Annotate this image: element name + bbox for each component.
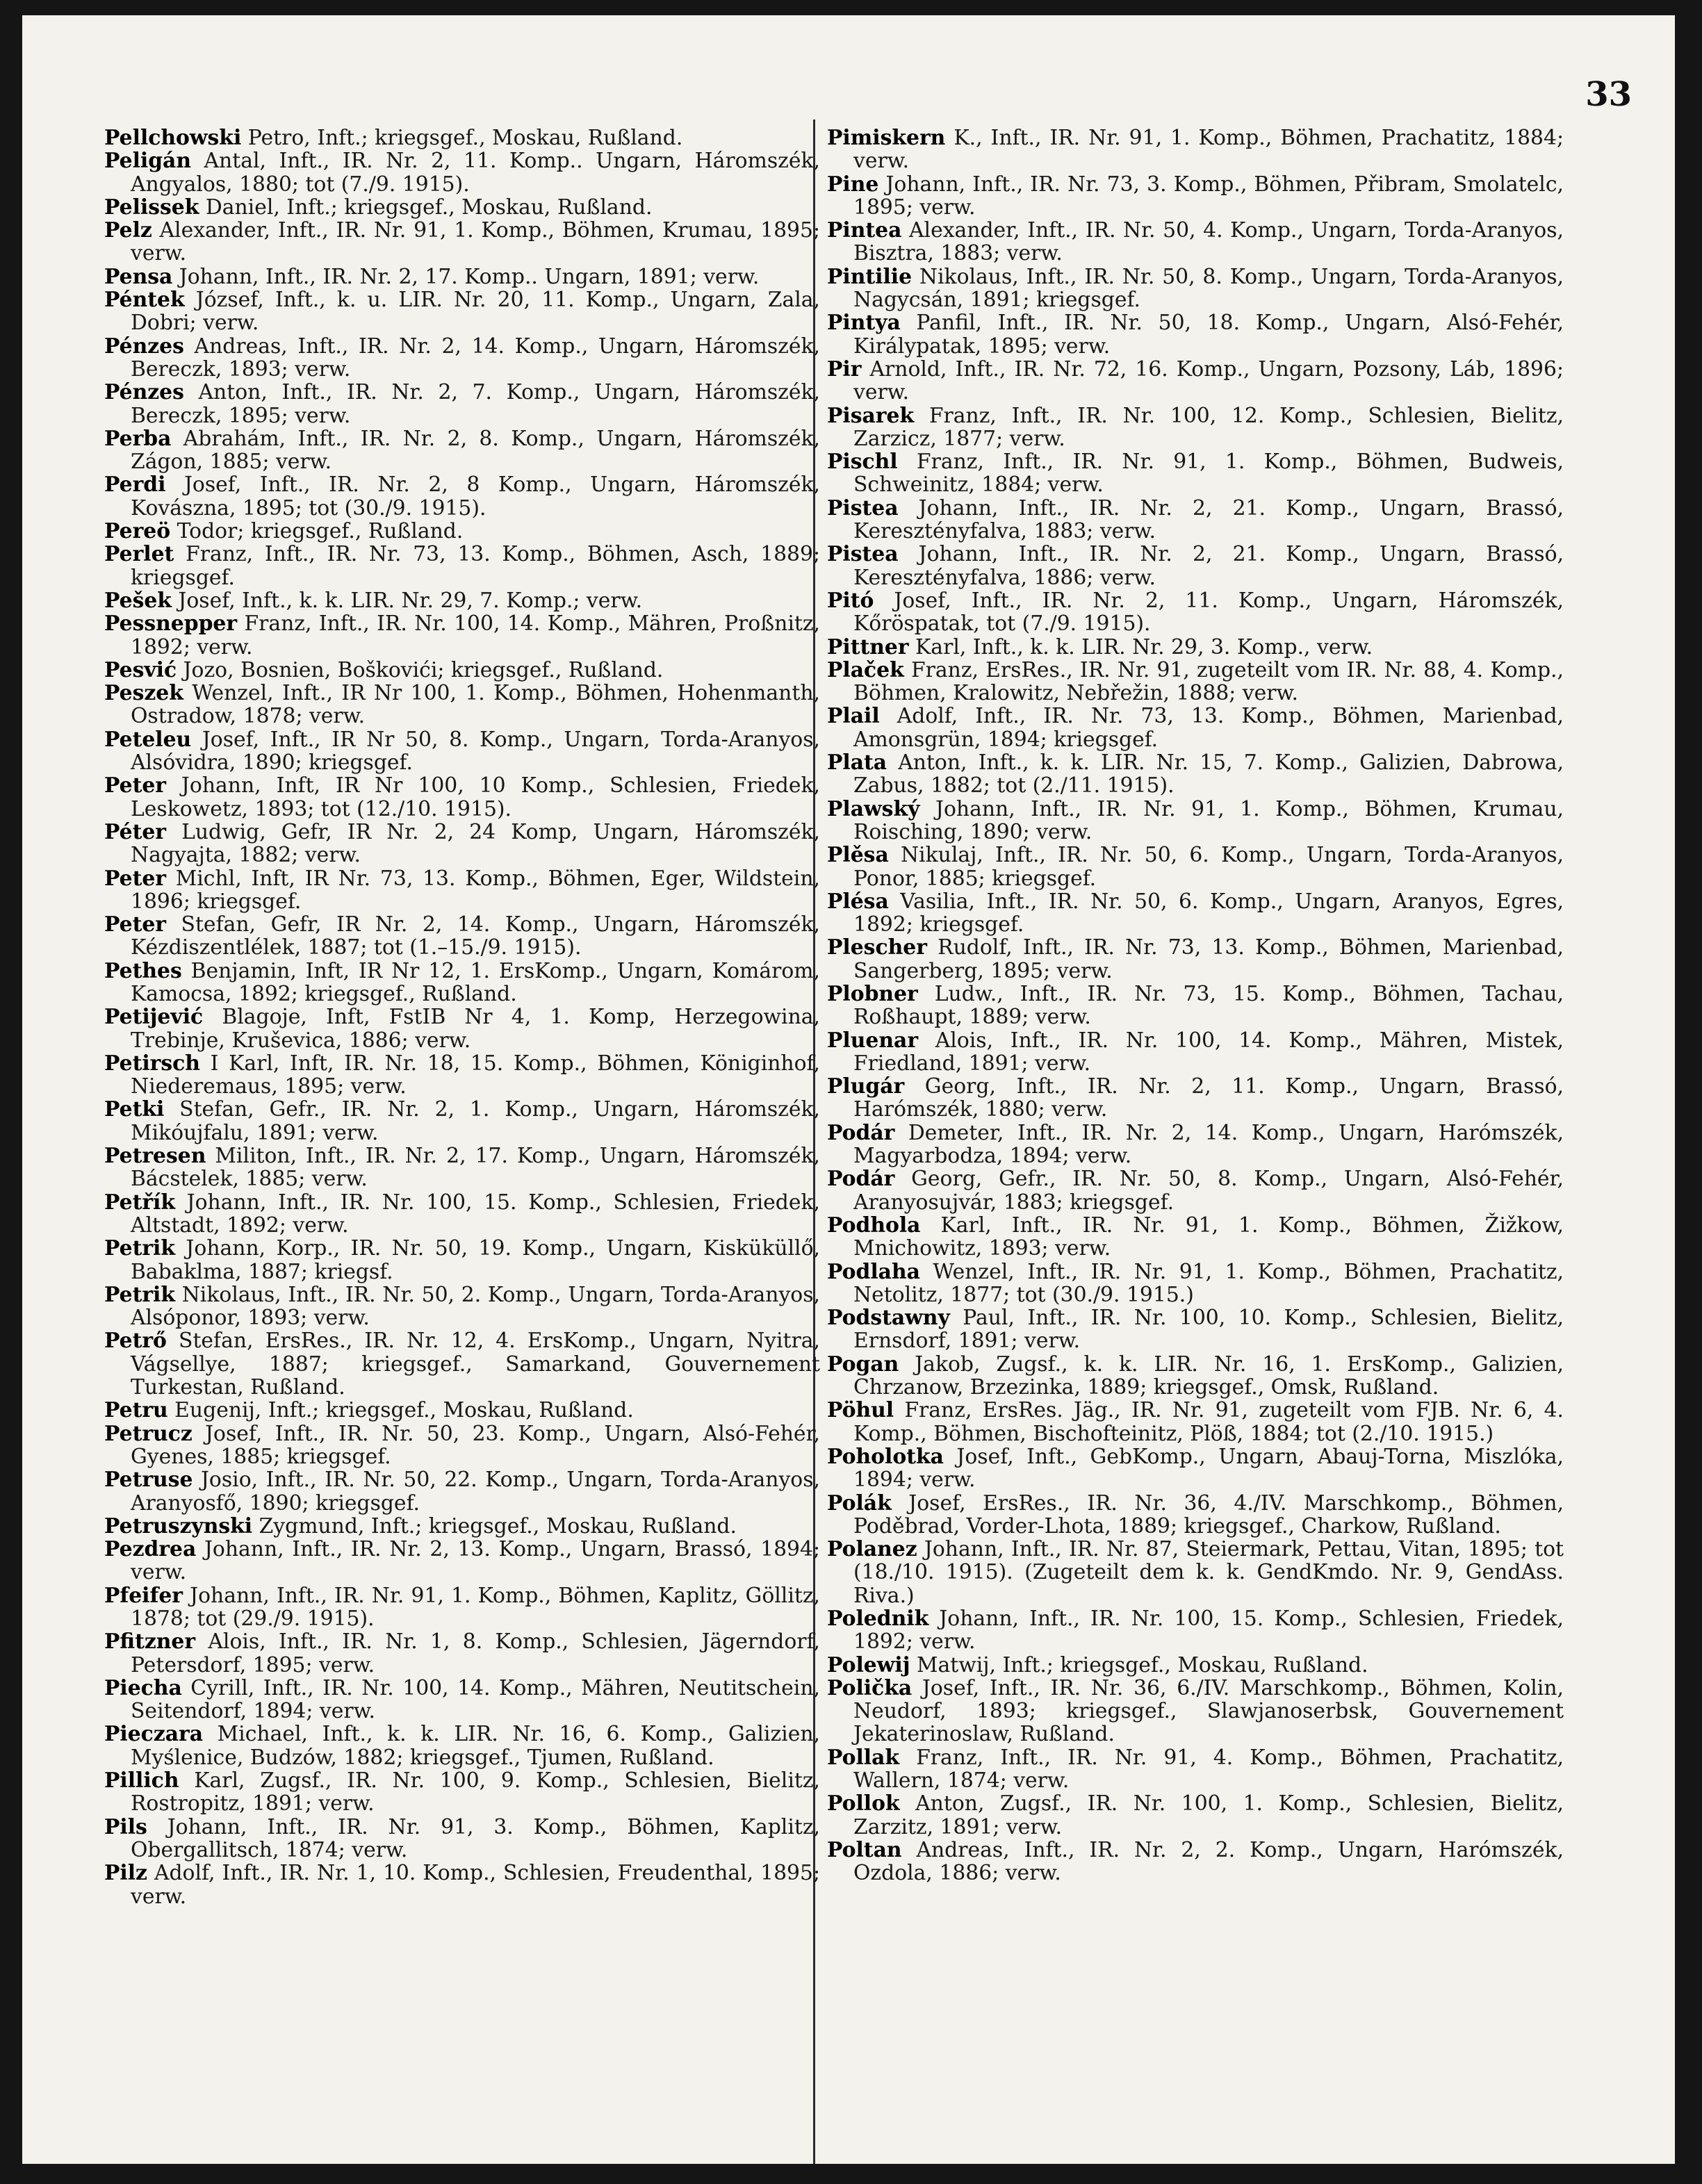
- register-entry: [104, 219, 820, 265]
- entry-details: Karl, Zugsf., IR. Nr. 100, 9. Komp., Schlesien, Bielitz, Rostropitz, 1891; verw.: [131, 1768, 820, 1816]
- entry-surname: Pollak: [827, 1745, 900, 1770]
- register-entry: [104, 659, 820, 682]
- entry-surname: Pešek: [104, 588, 172, 613]
- entry-surname: Peteleu: [104, 727, 192, 752]
- register-entry: [827, 589, 1564, 636]
- register-entry: [104, 473, 820, 520]
- entry-surname: Perba: [104, 426, 172, 451]
- entry-surname: Plěsa: [827, 843, 889, 868]
- register-entry: [104, 1005, 820, 1052]
- entry-details: Vasilia, Inft., IR. Nr. 50, 6. Komp., Ungarn, Aranyos, Egres, 1892; kriegsgef.: [853, 889, 1564, 937]
- register-entry: [827, 1029, 1564, 1076]
- entry-details: Johann, Inft., IR. Nr. 87, Steiermark, Pettau, Vitan, 1895; tot (18./10. 1915). (Zugeteilt dem k. k. GendKmdo. Nr. 9, GendAss. Riva.): [853, 1537, 1564, 1608]
- entry-details: Johann, Inft., IR. Nr. 2, 17. Komp.. Ungarn, 1891; verw.: [172, 264, 760, 289]
- entry-surname: Pezdrea: [104, 1537, 197, 1562]
- register-entry: [104, 589, 820, 612]
- entry-details: Johann, Inft., IR. Nr. 2, 13. Komp., Ungarn, Brassó, 1894; verw.: [131, 1537, 820, 1585]
- entry-surname: Pethes: [104, 958, 182, 983]
- register-entry: [827, 1075, 1564, 1122]
- register-entry: [827, 636, 1564, 659]
- register-entry: [104, 265, 820, 288]
- entry-details: Blagoje, Inft, FstIB Nr 4, 1. Komp, Herzegowina, Trebinje, Kruševica, 1886; verw.: [131, 1005, 820, 1053]
- entry-surname: Pluenar: [827, 1028, 919, 1053]
- entry-details: Wenzel, Inft., IR Nr 100, 1. Komp., Böhmen, Hohenmanth, Ostradow, 1878; verw.: [131, 681, 820, 729]
- entry-details: Josef, Inft., IR. Nr. 2, 8 Komp., Ungarn, Háromszék, Kovászna, 1895; tot (30./9. 1915).: [131, 473, 820, 520]
- entry-surname: Petruszynski: [104, 1513, 253, 1538]
- entry-surname: Peter: [104, 866, 166, 891]
- entry-details: Stefan, Gefr., IR. Nr. 2, 1. Komp., Ungarn, Háromszék, Mikóujfalu, 1891; verw.: [131, 1097, 820, 1145]
- entry-details: Franz, Inft., IR. Nr. 91, 4. Komp., Böhmen, Prachatitz, Wallern, 1874; verw.: [853, 1745, 1564, 1793]
- register-entry: [827, 173, 1564, 220]
- entry-details: Andreas, Inft., IR. Nr. 2, 2. Komp., Ungarn, Harómszék, Ozdola, 1886; verw.: [853, 1837, 1564, 1886]
- register-entry: [104, 1399, 820, 1422]
- entry-details: Paul, Inft., IR. Nr. 100, 10. Komp., Schlesien, Bielitz, Ernsdorf, 1891; verw.: [853, 1306, 1564, 1354]
- register-entry: [104, 126, 820, 149]
- register-entry: [104, 1515, 820, 1538]
- entry-surname: Petruse: [104, 1468, 193, 1493]
- right-column: [827, 126, 1564, 1885]
- entry-details: Jakob, Zugsf., k. k. LIR. Nr. 16, 1. ErsKomp., Galizien, Chrzanow, Brzezinka, 1889; kriegsgef., Omsk, Rußland.: [853, 1352, 1564, 1400]
- entry-surname: Plata: [827, 750, 887, 775]
- register-entry: [104, 960, 820, 1006]
- register-entry: [827, 1839, 1564, 1885]
- entry-surname: Polednik: [827, 1607, 929, 1631]
- register-entry: [104, 867, 820, 914]
- register-entry: [827, 1353, 1564, 1399]
- register-entry: [104, 1816, 820, 1862]
- register-entry: [827, 1445, 1564, 1492]
- entry-details: Alexander, Inft., IR. Nr. 50, 4. Komp., Ungarn, Torda-Aranyos, Bisztra, 1883; verw.: [853, 218, 1564, 266]
- entry-surname: Plaček: [827, 657, 904, 682]
- entry-details: Nikolaus, Inft., IR. Nr. 50, 2. Komp., Ungarn, Torda-Aranyos, Alsóponor, 1893; verw.: [131, 1282, 820, 1331]
- entry-details: Zygmund, Inft.; kriegsgef., Moskau, Rußland.: [252, 1513, 737, 1538]
- entry-surname: Pistea: [827, 495, 899, 520]
- entry-details: Karl, Inft., IR. Nr. 91, 1. Komp., Böhmen, Žižkow, Mnichowitz, 1893; verw.: [853, 1213, 1564, 1261]
- entry-details: Militon, Inft., IR. Nr. 2, 17. Komp., Ungarn, Háromszék, Bácstelek, 1885; verw.: [131, 1144, 820, 1192]
- entry-surname: Podlaha: [827, 1259, 920, 1284]
- entry-surname: Petrik: [104, 1236, 175, 1261]
- register-entry: [827, 751, 1564, 798]
- register-entry: [104, 381, 820, 427]
- register-entry: [827, 1399, 1564, 1445]
- entry-details: Matwij, Inft.; kriegsgef., Moskau, Rußland.: [910, 1652, 1368, 1677]
- register-entry: [104, 1584, 820, 1631]
- entry-details: Josef, Inft., IR Nr 50, 8. Komp., Ungarn, Torda-Aranyos, Alsóvidra, 1890; kriegsgef.: [131, 727, 820, 775]
- register-entry: [827, 497, 1564, 543]
- entry-surname: Perdi: [104, 473, 166, 498]
- entry-details: Franz, Inft., IR. Nr. 91, 1. Komp., Böhmen, Budweis, Schweinitz, 1884; verw.: [853, 450, 1564, 498]
- entry-surname: Petřík: [104, 1190, 175, 1215]
- entry-surname: Petijević: [104, 1005, 204, 1030]
- register-entry: [104, 1283, 820, 1330]
- register-entry: [827, 358, 1564, 404]
- entry-surname: Pöhul: [827, 1398, 894, 1423]
- entry-details: Adolf, Inft., IR. Nr. 73, 13. Komp., Böhmen, Marienbad, Amonsgrün, 1894; kriegsgef.: [853, 704, 1564, 752]
- entry-details: Georg, Gefr., IR. Nr. 50, 8. Komp., Ungarn, Alsó-Fehér, Aranyosujvár, 1883; kriegsgef.: [853, 1167, 1564, 1215]
- entry-details: Anton, Inft., IR. Nr. 2, 7. Komp., Ungarn, Háromszék, Bereczk, 1895; verw.: [131, 380, 820, 428]
- entry-details: Josef, Inft., k. k. LIR. Nr. 29, 7. Komp.; verw.: [171, 588, 643, 613]
- register-entry: [104, 543, 820, 589]
- entry-details: Johann, Inft., IR. Nr. 73, 3. Komp., Böhmen, Přibram, Smolatelc, 1895; verw.: [853, 172, 1564, 220]
- entry-details: Georg, Inft., IR. Nr. 2, 11. Komp., Ungarn, Brassó, Harómszék, 1880; verw.: [853, 1074, 1564, 1122]
- entry-surname: Peter: [104, 773, 166, 798]
- entry-surname: Plescher: [827, 935, 927, 960]
- entry-details: Josef, Inft., IR. Nr. 2, 11. Komp., Ungarn, Háromszék, Kőröspatak, tot (7./9. 1915).: [853, 588, 1564, 637]
- entry-details: Franz, ErsRes. Jäg., IR. Nr. 91, zugeteilt vom FJB. Nr. 6, 4. Komp., Böhmen, Bischofteinitz, Plöß, 1884; tot (2./10. 1915.): [853, 1398, 1564, 1446]
- register-entry: [827, 1261, 1564, 1307]
- register-entry: [827, 983, 1564, 1029]
- register-entry: [827, 265, 1564, 312]
- entry-details: Daniel, Inft.; kriegsgef., Moskau, Rußland.: [199, 195, 653, 220]
- entry-details: Josef, ErsRes., IR. Nr. 36, 4./IV. Marschkomp., Böhmen, Poděbrad, Vorder-Lhota, 1889; kriegsgef., Charkow, Rußland.: [853, 1491, 1564, 1538]
- entry-surname: Podár: [827, 1167, 895, 1192]
- entry-surname: Pischl: [827, 450, 898, 475]
- entry-details: Alois, Inft., IR. Nr. 100, 14. Komp., Mähren, Mistek, Friedland, 1891; verw.: [853, 1028, 1564, 1076]
- document-page: [22, 15, 1675, 2164]
- register-entry: [827, 126, 1564, 173]
- entry-surname: Plawský: [827, 796, 920, 821]
- register-entry: [827, 1214, 1564, 1261]
- entry-surname: Plugár: [827, 1074, 905, 1099]
- entry-details: Johann, Inft., IR. Nr. 91, 1. Komp., Böhmen, Kaplitz, Göllitz, 1878; tot (29./9. 1915).: [131, 1583, 820, 1631]
- entry-surname: Pensa: [104, 264, 173, 289]
- entry-surname: Petrucz: [104, 1421, 193, 1446]
- entry-surname: Podstawny: [827, 1306, 950, 1331]
- page-number: 33: [1585, 75, 1632, 114]
- entry-details: József, Inft., k. u. LIR. Nr. 20, 11. Komp., Ungarn, Zala, Dobri; verw.: [131, 288, 820, 336]
- register-entry: [104, 335, 820, 381]
- register-entry: [104, 288, 820, 335]
- entry-details: Johann, Korp., IR. Nr. 50, 19. Komp., Ungarn, Kisküküllő, Babaklma, 1887; kriegsf.: [131, 1236, 820, 1284]
- entry-details: Johann, Inft, IR Nr 100, 10 Komp., Schlesien, Friedek, Leskowetz, 1893; tot (12./10. 1915).: [131, 773, 820, 821]
- entry-details: Franz, Inft., IR. Nr. 100, 12. Komp., Schlesien, Bielitz, Zarzicz, 1877; verw.: [853, 403, 1564, 451]
- entry-details: Josef, Inft., GebKomp., Ungarn, Abauj-Torna, Miszlóka, 1894; verw.: [853, 1444, 1564, 1493]
- entry-surname: Petru: [104, 1398, 168, 1423]
- register-entry: [827, 1792, 1564, 1839]
- register-entry: [104, 1052, 820, 1099]
- entry-details: Franz, Inft., IR. Nr. 100, 14. Komp., Mähren, Proßnitz, 1892; verw.: [131, 611, 820, 659]
- entry-details: K., Inft., IR. Nr. 91, 1. Komp., Böhmen, Prachatitz, 1884; verw.: [853, 126, 1564, 174]
- entry-details: Jozo, Bosnien, Boškovići; kriegsgef., Rußland.: [177, 657, 664, 682]
- register-entry: [104, 149, 820, 196]
- entry-surname: Pillich: [104, 1768, 179, 1793]
- entry-details: Josef, Inft., IR. Nr. 36, 6./IV. Marschkomp., Böhmen, Kolin, Neudorf, 1893; kriegsgef., Slawjanoserbsk, Gouvernement Jekaterinoslaw, Rußland.: [853, 1675, 1564, 1747]
- entry-surname: Pfeifer: [104, 1583, 183, 1608]
- entry-surname: Petirsch: [104, 1051, 200, 1076]
- entry-surname: Perlet: [104, 542, 174, 567]
- entry-surname: Podár: [827, 1120, 895, 1145]
- entry-surname: Pintya: [827, 311, 901, 336]
- entry-surname: Pisarek: [827, 403, 915, 428]
- entry-details: Stefan, Gefr, IR Nr. 2, 14. Komp., Ungarn, Háromszék, Kézdiszentlélek, 1887; tot (1.–15./9. 1915).: [131, 912, 820, 960]
- entry-details: Rudolf, Inft., IR. Nr. 73, 13. Komp., Böhmen, Marienbad, Sangerberg, 1895; verw.: [853, 935, 1564, 983]
- entry-details: Johann, Inft., IR. Nr. 100, 15. Komp., Schlesien, Friedek, 1892; verw.: [853, 1607, 1564, 1655]
- register-entry: [827, 450, 1564, 497]
- register-entry: [104, 1677, 820, 1723]
- entry-details: Nikulaj, Inft., IR. Nr. 50, 6. Komp., Ungarn, Torda-Aranyos, Ponor, 1885; kriegsgef.: [853, 843, 1564, 891]
- register-entry: [827, 844, 1564, 890]
- register-entry: [104, 913, 820, 960]
- register-entry: [104, 1329, 820, 1399]
- register-entry: [104, 196, 820, 219]
- entry-surname: Piecha: [104, 1675, 182, 1700]
- entry-surname: Pir: [827, 356, 862, 381]
- register-entry: [104, 821, 820, 867]
- entry-surname: Pénzes: [104, 380, 184, 405]
- entry-surname: Pesvić: [104, 657, 177, 682]
- entry-details: Johann, Inft., IR. Nr. 100, 15. Komp., Schlesien, Friedek, Altstadt, 1892; verw.: [131, 1190, 820, 1238]
- entry-surname: Pine: [827, 172, 879, 197]
- entry-surname: Poholotka: [827, 1444, 944, 1469]
- entry-surname: Petrik: [104, 1282, 175, 1307]
- entry-surname: Polewij: [827, 1652, 910, 1677]
- entry-surname: Pelissek: [104, 195, 199, 220]
- left-column: [104, 126, 820, 1908]
- entry-details: Michael, Inft., k. k. LIR. Nr. 16, 6. Komp., Galizien, Myślenice, Budzów, 1882; kriegsgef., Tjumen, Rußland.: [131, 1722, 820, 1770]
- entry-details: Ludwig, Gefr, IR Nr. 2, 24 Komp, Ungarn, Háromszék, Nagyajta, 1882; verw.: [131, 819, 820, 868]
- entry-details: Ludw., Inft., IR. Nr. 73, 15. Komp., Böhmen, Tachau, Roßhaupt, 1889; verw.: [853, 981, 1564, 1030]
- entry-surname: Plobner: [827, 981, 918, 1006]
- entry-surname: Peszek: [104, 681, 183, 706]
- register-entry: [104, 774, 820, 821]
- entry-details: Nikolaus, Inft., IR. Nr. 50, 8. Komp., Ungarn, Torda-Aranyos, Nagycsán, 1891; kriegsgef.: [853, 264, 1564, 313]
- register-entry: [104, 1144, 820, 1191]
- entry-surname: Pénzes: [104, 334, 184, 359]
- entry-surname: Péntek: [104, 288, 185, 313]
- register-entry: [104, 682, 820, 728]
- register-entry: [104, 520, 820, 543]
- entry-details: Josio, Inft., IR. Nr. 50, 22. Komp., Ungarn, Torda-Aranyos, Aranyosfő, 1890; kriegsgef.: [131, 1468, 820, 1516]
- entry-surname: Pittner: [827, 634, 909, 659]
- register-entry: [827, 1746, 1564, 1793]
- entry-surname: Pilz: [104, 1861, 147, 1886]
- entry-details: Andreas, Inft., IR. Nr. 2, 14. Komp., Ungarn, Háromszék, Bereczk, 1893; verw.: [131, 334, 820, 381]
- register-entry: [827, 1607, 1564, 1654]
- register-entry: [827, 1122, 1564, 1168]
- entry-surname: Pistea: [827, 542, 899, 567]
- entry-surname: Pelz: [104, 218, 152, 243]
- register-entry: [827, 1167, 1564, 1214]
- entry-details: Josef, Inft., IR. Nr. 50, 23. Komp., Ungarn, Alsó-Fehér, Gyenes, 1885; kriegsgef.: [131, 1421, 820, 1469]
- register-entry: [104, 1862, 820, 1908]
- register-entry: [827, 705, 1564, 751]
- register-entry: [827, 404, 1564, 451]
- entry-details: Alois, Inft., IR. Nr. 1, 8. Komp., Schlesien, Jägerndorf, Petersdorf, 1895; verw.: [131, 1629, 820, 1677]
- entry-surname: Petki: [104, 1097, 165, 1122]
- entry-details: Todor; kriegsgef., Rußland.: [170, 519, 464, 544]
- entry-details: Franz, Inft., IR. Nr. 73, 13. Komp., Böhmen, Asch, 1889; kriegsgef.: [131, 542, 820, 590]
- register-entry: [827, 1538, 1564, 1607]
- entry-details: Wenzel, Inft., IR. Nr. 91, 1. Komp., Böhmen, Prachatitz, Netolitz, 1877; tot (30./9. 1915.): [853, 1259, 1564, 1307]
- register-entry: [827, 936, 1564, 983]
- entry-details: Franz, ErsRes., IR. Nr. 91, zugeteilt vom IR. Nr. 88, 4. Komp., Böhmen, Kralowitz, Nebřežin, 1888; verw.: [853, 657, 1564, 706]
- entry-details: Stefan, ErsRes., IR. Nr. 12, 4. ErsKomp., Ungarn, Nyitra, Vágsellye, 1887; kriegsgef., Samarkand, Gouvernement Turkestan, Rußland.: [131, 1329, 820, 1400]
- entry-surname: Pereö: [104, 519, 171, 544]
- register-entry: [104, 728, 820, 775]
- entry-surname: Peter: [104, 912, 166, 937]
- register-entry: [827, 1654, 1564, 1677]
- entry-details: Johann, Inft., IR. Nr. 2, 21. Komp., Ungarn, Brassó, Keresztényfalva, 1883; verw.: [853, 495, 1564, 544]
- register-entry: [827, 1306, 1564, 1353]
- register-entry: [827, 219, 1564, 265]
- register-entry: [104, 1538, 820, 1584]
- entry-details: Adolf, Inft., IR. Nr. 1, 10. Komp., Schlesien, Freudenthal, 1895; verw.: [131, 1861, 820, 1909]
- entry-details: Michl, Inft, IR Nr. 73, 13. Komp., Böhmen, Eger, Wildstein, 1896; kriegsgef.: [131, 866, 820, 914]
- entry-details: I Karl, Inft, IR. Nr. 18, 15. Komp., Böhmen, Königinhof, Niederemaus, 1895; verw.: [131, 1051, 820, 1099]
- register-entry: [104, 1098, 820, 1144]
- entry-surname: Pitó: [827, 588, 874, 613]
- entry-details: Johann, Inft., IR. Nr. 91, 1. Komp., Böhmen, Krumau, Roisching, 1890; verw.: [853, 796, 1564, 844]
- entry-surname: Polák: [827, 1491, 892, 1516]
- entry-details: Alexander, Inft., IR. Nr. 91, 1. Komp., Böhmen, Krumau, 1895; verw.: [131, 218, 820, 266]
- entry-surname: Peligán: [104, 149, 192, 174]
- entry-surname: Plail: [827, 704, 880, 729]
- entry-details: Petro, Inft.; kriegsgef., Moskau, Rußland.: [241, 126, 683, 150]
- register-entry: [827, 659, 1564, 705]
- entry-details: Karl, Inft., k. k. LIR. Nr. 29, 3. Komp., verw.: [908, 634, 1373, 659]
- entry-surname: Poltan: [827, 1837, 902, 1862]
- entry-details: Demeter, Inft., IR. Nr. 2, 14. Komp., Ungarn, Harómszék, Magyarbodza, 1894; verw.: [853, 1120, 1564, 1169]
- entry-details: Eugenij, Inft.; kriegsgef., Moskau, Rußland.: [167, 1398, 634, 1423]
- register-entry: [104, 1422, 820, 1469]
- register-entry: [104, 1191, 820, 1238]
- entry-details: Abrahám, Inft., IR. Nr. 2, 8. Komp., Ungarn, Háromszék, Zágon, 1885; verw.: [131, 426, 820, 475]
- entry-details: Arnold, Inft., IR. Nr. 72, 16. Komp., Ungarn, Pozsony, Láb, 1896; verw.: [853, 356, 1564, 405]
- register-entry: [104, 427, 820, 474]
- register-entry: [827, 1492, 1564, 1538]
- register-entry: [827, 1677, 1564, 1746]
- entry-surname: Pils: [104, 1814, 147, 1839]
- entry-details: Benjamin, Inft, IR Nr 12, 1. ErsKomp., Ungarn, Komárom, Kamocsa, 1892; kriegsgef., Rußland.: [131, 958, 820, 1006]
- entry-surname: Pintea: [827, 218, 902, 243]
- register-entry: [827, 311, 1564, 358]
- entry-surname: Péter: [104, 819, 166, 844]
- entry-details: Anton, Inft., k. k. LIR. Nr. 15, 7. Komp., Galizien, Dabrowa, Zabus, 1882; tot (2./11. 1915).: [853, 750, 1564, 798]
- entry-surname: Pieczara: [104, 1722, 204, 1747]
- register-entry: [104, 612, 820, 659]
- register-entry: [827, 890, 1564, 937]
- entry-surname: Pintilie: [827, 264, 913, 289]
- register-entry: [104, 1723, 820, 1769]
- entry-surname: Petresen: [104, 1144, 206, 1169]
- register-entry: [827, 798, 1564, 844]
- entry-details: Panfil, Inft., IR. Nr. 50, 18. Komp., Ungarn, Alsó-Fehér, Királypatak, 1895; verw.: [853, 311, 1564, 359]
- entry-details: Cyrill, Inft., IR. Nr. 100, 14. Komp., Mähren, Neutitschein, Seitendorf, 1894; verw.: [131, 1675, 820, 1724]
- entry-surname: Plésa: [827, 889, 889, 914]
- entry-surname: Pessnepper: [104, 611, 238, 637]
- entry-surname: Petrő: [104, 1329, 167, 1354]
- entry-surname: Polanez: [827, 1537, 917, 1562]
- entry-surname: Polička: [827, 1675, 913, 1700]
- register-entry: [827, 543, 1564, 589]
- entry-details: Johann, Inft., IR. Nr. 2, 21. Komp., Ungarn, Brassó, Keresztényfalva, 1886; verw.: [853, 542, 1564, 590]
- register-entry: [104, 1630, 820, 1677]
- entry-details: Johann, Inft., IR. Nr. 91, 3. Komp., Böhmen, Kaplitz, Obergallitsch, 1874; verw.: [131, 1814, 820, 1862]
- entry-surname: Pimiskern: [827, 126, 946, 150]
- register-entry: [104, 1468, 820, 1515]
- entry-surname: Pfitzner: [104, 1629, 196, 1655]
- register-entry: [104, 1237, 820, 1283]
- entry-surname: Pellchowski: [104, 126, 242, 150]
- entry-surname: Pollok: [827, 1791, 900, 1816]
- entry-surname: Pogan: [827, 1352, 899, 1377]
- entry-details: Antal, Inft., IR. Nr. 2, 11. Komp.. Ungarn, Háromszék, Angyalos, 1880; tot (7./9. 1915).: [131, 149, 820, 197]
- entry-surname: Podhola: [827, 1213, 921, 1238]
- entry-details: Anton, Zugsf., IR. Nr. 100, 1. Komp., Schlesien, Bielitz, Zarzitz, 1891; verw.: [853, 1791, 1564, 1839]
- register-entry: [104, 1769, 820, 1816]
